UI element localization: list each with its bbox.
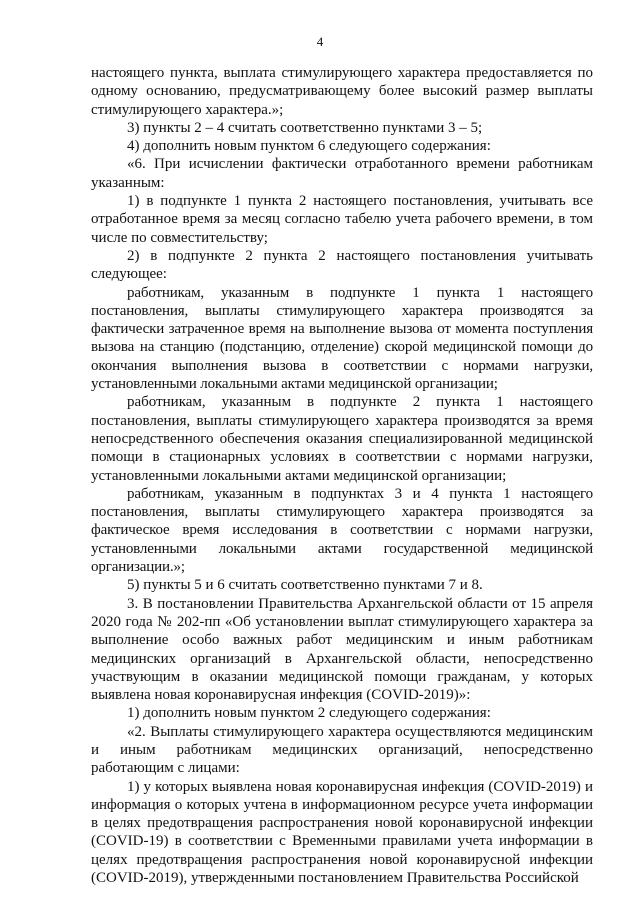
paragraph: 3) пункты 2 – 4 считать соответственно пунктами 3 – 5; [127, 119, 483, 136]
paragraph: 5) пункты 5 и 6 считать соответственно пунктами 7 и 8. [127, 577, 483, 594]
paragraph: работникам, указанным в подпункте 1 пункта 1 настоящего постановления, выплаты стимулирующего характера производятся за фактически затраченное время на выполнение вызова от момента поступления вызова на станцию (подстанцию, отделение) скорой медицинской помощи до окончания выполнения вызова в соответствии с нормами нагрузки, установленными локальными актами медицинской организации; [91, 284, 593, 393]
paragraph: 4) дополнить новым пунктом 6 следующего содержания: [127, 138, 491, 155]
paragraph: «6. При исчислении фактически отработанного времени работникам указанным: [91, 156, 593, 191]
paragraph: 1) в подпункте 1 пункта 2 настоящего постановления, учитывать все отработанное время за месяц согласно табелю учета рабочего времени, в том числе по совместительству; [91, 193, 593, 246]
page-number: 4 [316, 34, 324, 49]
paragraph: 2) в подпункте 2 пункта 2 настоящего постановления учитывать следующее: [91, 247, 593, 283]
paragraph: 3. В постановлении Правительства Архангельской области от 15 апреля 2020 года № 202-пп «Об установлении выплат стимулирующего характера за выполнение особо важных работ медицинским и иным работникам медицинских организаций в Архангельской области, непосредственно участвующим в оказании медицинской помощи гражданам, у которых выявлена новая коронавирусная инфекция (COVID-2019)»: [91, 595, 593, 704]
paragraph: настоящего пункта, выплата стимулирующего характера предоставляется по одному основанию, предусматривающему более высокий размер выплаты стимулирующего характера.»; [91, 65, 593, 118]
paragraph: 1) дополнить новым пунктом 2 следующего содержания: [127, 705, 491, 722]
paragraph: работникам, указанным в подпункте 2 пункта 1 настоящего постановления, выплаты стимулирующего характера производятся за время непосредственного обеспечения оказания специализированной медицинской помощи в стационарных условиях в соответствии с нормами нагрузки, установленными локальными актами медицинской организации; [91, 394, 593, 484]
document-body [91, 64, 593, 887]
paragraph: работникам, указанным в подпунктах 3 и 4 пункта 1 настоящего постановления, выплаты стимулирующего характера производятся за фактическое время исследования в соответствии с нормами нагрузки, установленными локальными актами государственной медицинской организации.»; [91, 485, 593, 576]
paragraph: 1) у которых выявлена новая коронавирусная инфекция (COVID-2019) и информация о которых учтена в информационном ресурсе учета информации в целях предотвращения распространения новой коронавирусной инфекции (COVID-19) в соответствии с Временными правилами учета информации в целях предотвращения распространения новой коронавирусной инфекции (COVID-2019), утвержденными постановлением Правительства Российской [91, 778, 593, 887]
paragraph: «2. Выплаты стимулирующего характера осуществляются медицинским и иным работникам медицинских организаций, непосредственно работающим с лицами: [91, 723, 593, 777]
